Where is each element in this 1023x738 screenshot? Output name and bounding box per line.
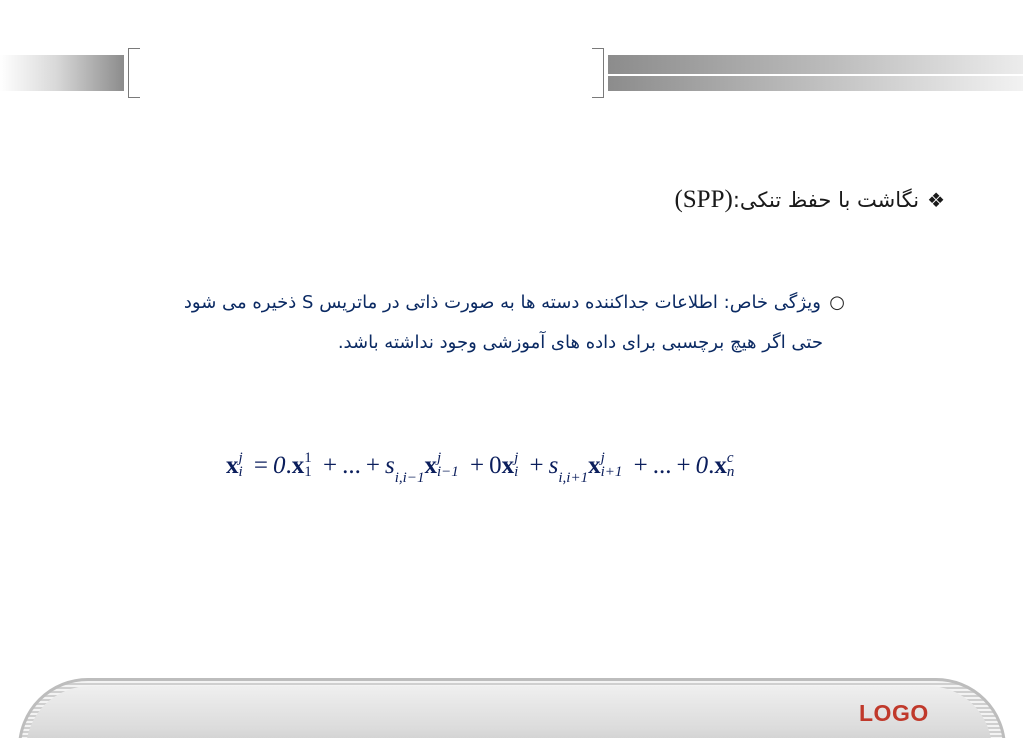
circle-bullet-icon: ○ [829, 292, 845, 313]
bullet-spp-abbr: (SPP) [674, 186, 733, 213]
bullet-spp-heading [674, 186, 945, 214]
eq-s1: s [385, 452, 395, 479]
eq-xn-sup: c [726, 450, 734, 467]
eq-zero-upright: 0 [489, 452, 502, 479]
header-stripe-bottom [608, 76, 1023, 91]
eq-s2-sub: i,i+1 [558, 470, 589, 486]
eq-plus-2: + [365, 452, 380, 479]
header-left-bracket [128, 48, 140, 98]
eq-s2: s [548, 452, 559, 479]
eq-x3-sup: j [514, 450, 519, 467]
eq-x4-sub: i+1 [600, 464, 623, 481]
header-right-bracket [592, 48, 604, 98]
bullet-feature [40, 283, 845, 363]
eq-lhs-sup: j [238, 450, 243, 467]
bullet-feature-line2: حتی اگر هیچ برچسبی برای داده های آموزشی وجود نداشته باشد. [337, 332, 823, 353]
footer-arch-inner [26, 686, 992, 738]
header-stripe-top [608, 55, 1023, 74]
bullet-spp-text: نگاشت با حفظ تنکی: [732, 188, 920, 212]
eq-x2: x [424, 452, 437, 479]
eq-x2-sup: j [436, 450, 442, 467]
bullet-feature-line1: ویژگی خاص: اطلاعات جداکننده دسته ها به صورت ذاتی در ماتریس S ذخیره می شود [183, 292, 821, 313]
eq-xn-sub: n [726, 464, 735, 481]
eq-ellipsis-1: ... [342, 452, 361, 479]
eq-plus-4: + [529, 452, 544, 479]
eq-x1-sub: 1 [304, 464, 312, 481]
eq-x1-sup: 1 [304, 450, 312, 467]
eq-x3-sub: i [514, 464, 519, 481]
eq-x3: x [501, 452, 515, 479]
eq-plus-3: + [470, 452, 485, 479]
eq-x4-sup: j [600, 450, 605, 467]
eq-lhs-sub: i [238, 464, 243, 481]
eq-plus-5: + [633, 452, 648, 479]
logo: LOGO [859, 700, 929, 726]
eq-plus-1: + [323, 452, 338, 479]
eq-zero-italic-2: 0 [695, 452, 709, 479]
eq-xn: x [714, 452, 727, 479]
header-right-bar [608, 55, 1023, 91]
eq-x-lhs: x [226, 452, 239, 479]
eq-zero-italic-1: 0 [273, 452, 286, 479]
diamond-bullet-icon: ❖ [927, 188, 945, 212]
equation: x j i = 0.x 1 1 + ... + $s_{i,i-1}x$ j i−1 + 0x j i + $s_{i,i+1}x$ j i+1 + ... + 0.x c n [226, 450, 735, 486]
header-left-bar [0, 55, 124, 91]
eq-s1-sub: i,i−1 [394, 470, 425, 486]
eq-plus-6: + [676, 452, 691, 479]
eq-x1: x [291, 452, 305, 479]
eq-x4: x [588, 452, 601, 479]
eq-ellipsis-2: ... [652, 452, 672, 479]
eq-equals: = [253, 452, 269, 479]
eq-x2-sub: i−1 [436, 464, 459, 481]
